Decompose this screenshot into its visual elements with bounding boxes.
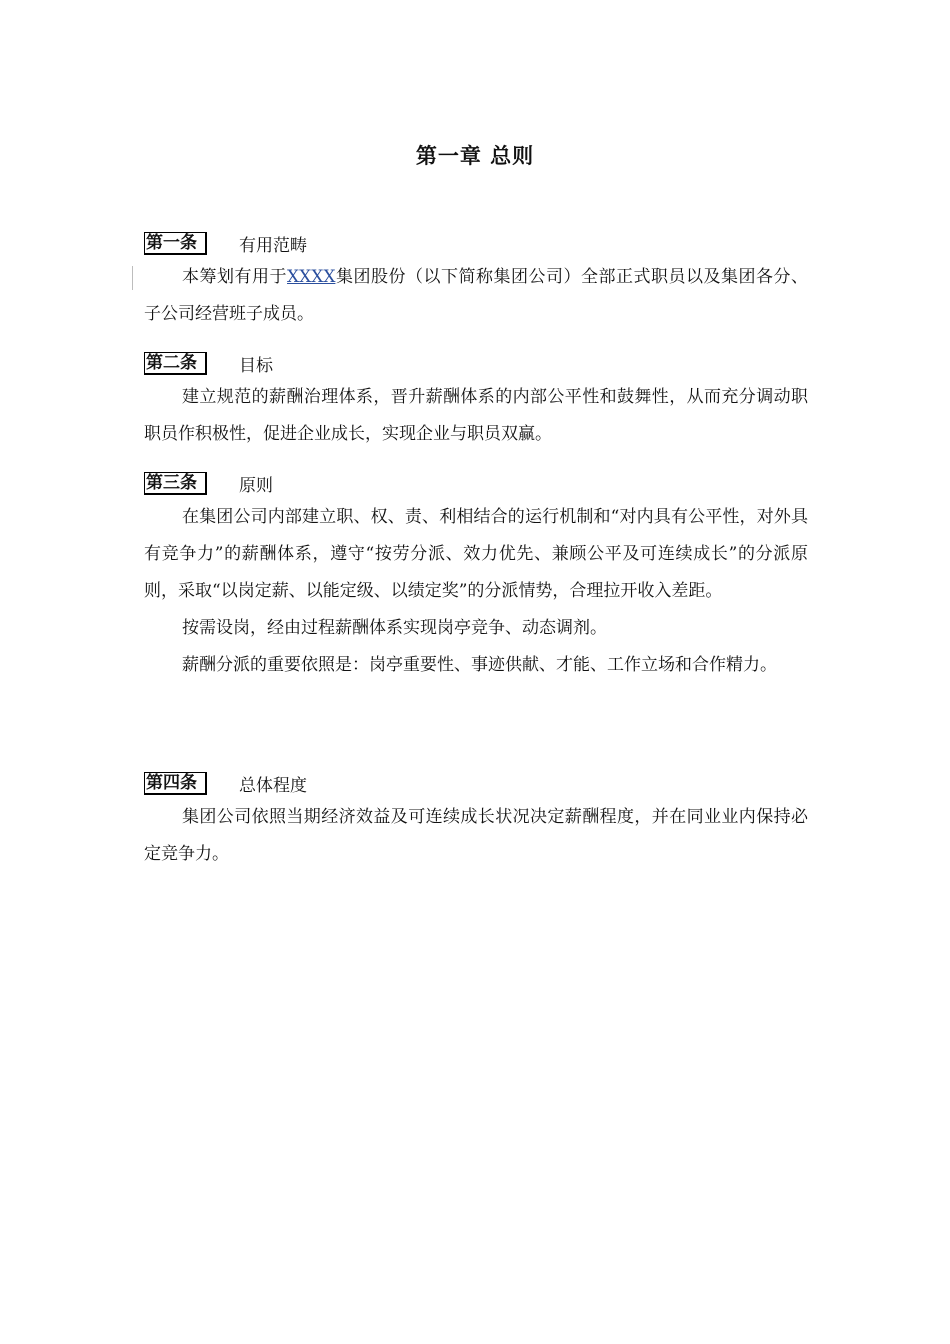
article-title: 目标 — [239, 355, 273, 376]
article-4 — [144, 771, 808, 873]
article-title: 有用范畴 — [239, 235, 307, 256]
article-2 — [144, 351, 808, 453]
article-number: 第二条 — [144, 352, 207, 375]
article-title: 原则 — [239, 475, 273, 496]
article-number: 第一条 — [144, 232, 207, 255]
article-paragraph: 在集团公司内部建立职、权、责、利相结合的运行机制和“对内具有公平性，对外具有竞争力”的薪酬体系，遵守“按劳分派、效力优先、兼顾公平及可连续成长”的分派原则，采取“以岗定薪、以能定级、以绩定奖”的分派情势，合理拉开收入差距。 — [144, 507, 808, 601]
article-paragraph: 建立规范的薪酬治理体系，晋升薪酬体系的内部公平性和鼓舞性，从而充分调动职职员作积极性，促进企业成长，实现企业与职员双赢。 — [144, 387, 808, 444]
article-3 — [144, 471, 808, 684]
article-title: 总体程度 — [239, 775, 307, 796]
company-name-link[interactable]: XXXX — [287, 267, 336, 287]
article-heading — [144, 351, 808, 375]
paragraph-text-after: 集团股份（以下简称集团公司）全部正式职员以及集团各分、子公司经营班子成员。 — [144, 267, 809, 324]
article-paragraph — [144, 259, 808, 333]
chapter-title: 第一章 总则 — [415, 144, 535, 168]
margin-marker — [132, 266, 133, 290]
article-number: 第四条 — [144, 772, 207, 795]
article-paragraph: 薪酬分派的重要依照是：岗亭重要性、事迹供献、才能、工作立场和合作精力。 — [182, 655, 777, 675]
article-heading — [144, 231, 808, 255]
article-paragraph: 按需设岗，经由过程薪酬体系实现岗亭竞争、动态调剂。 — [182, 618, 607, 638]
article-heading — [144, 771, 808, 795]
article-number: 第三条 — [144, 472, 207, 495]
article-1 — [144, 231, 808, 333]
article-heading — [144, 471, 808, 495]
paragraph-text-before: 本筹划有用于 — [182, 267, 288, 287]
article-paragraph: 集团公司依照当期经济效益及可连续成长状况决定薪酬程度，并在同业业内保持必定竞争力。 — [144, 807, 808, 864]
